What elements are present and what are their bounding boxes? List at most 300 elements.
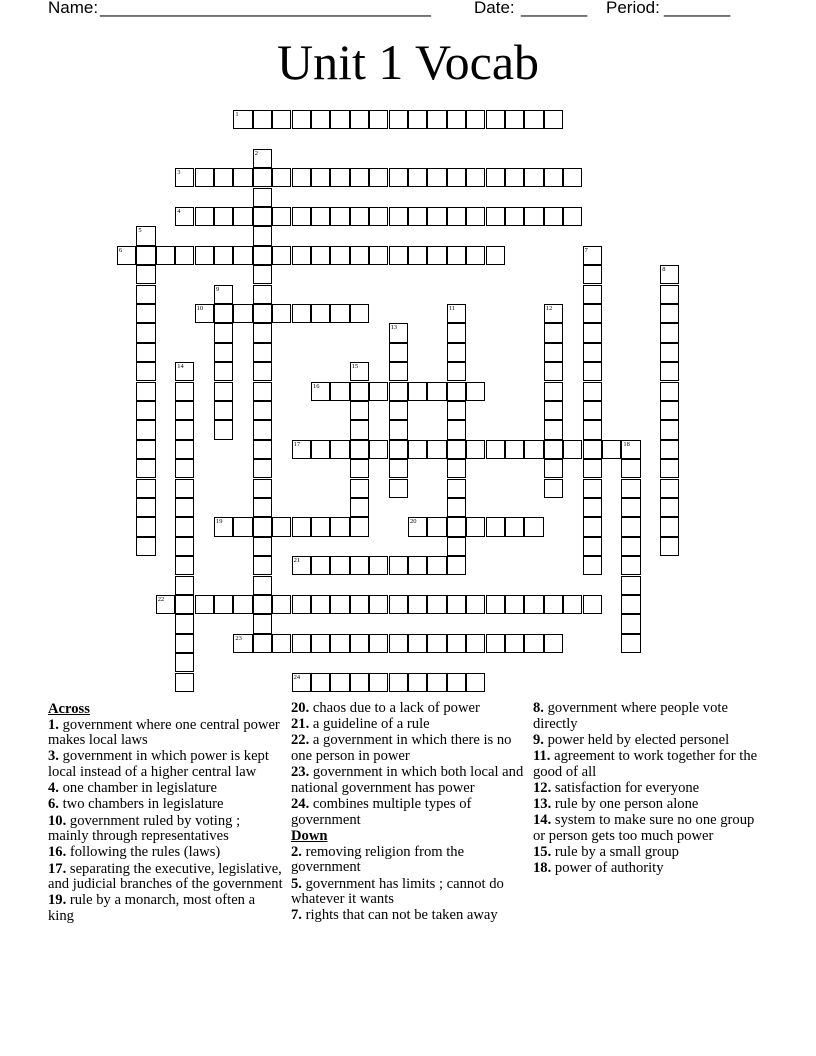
crossword-cell[interactable] xyxy=(447,537,466,556)
crossword-cell[interactable] xyxy=(447,459,466,478)
crossword-cell[interactable] xyxy=(466,517,485,536)
crossword-cell[interactable] xyxy=(660,479,679,498)
crossword-cell[interactable] xyxy=(583,265,602,284)
crossword-cell[interactable] xyxy=(369,440,388,459)
crossword-cell[interactable] xyxy=(621,479,640,498)
crossword-cell[interactable] xyxy=(253,168,272,187)
crossword-cell[interactable] xyxy=(175,498,194,517)
crossword-cell[interactable] xyxy=(369,595,388,614)
crossword-cell[interactable] xyxy=(583,479,602,498)
crossword-cell[interactable] xyxy=(136,382,155,401)
crossword-cell[interactable] xyxy=(253,226,272,245)
crossword-cell[interactable] xyxy=(389,420,408,439)
crossword-cell[interactable] xyxy=(330,246,349,265)
crossword-cell[interactable] xyxy=(408,110,427,129)
crossword-cell[interactable] xyxy=(330,517,349,536)
crossword-cell[interactable] xyxy=(369,168,388,187)
crossword-cell[interactable] xyxy=(389,673,408,692)
crossword-cell[interactable] xyxy=(544,382,563,401)
crossword-cell[interactable] xyxy=(350,110,369,129)
crossword-cell[interactable] xyxy=(621,498,640,517)
crossword-cell[interactable] xyxy=(427,517,446,536)
crossword-cell[interactable] xyxy=(563,168,582,187)
crossword-cell[interactable] xyxy=(447,498,466,517)
crossword-cell[interactable] xyxy=(408,382,427,401)
crossword-cell[interactable] xyxy=(466,382,485,401)
crossword-cell[interactable] xyxy=(466,246,485,265)
crossword-cell[interactable] xyxy=(447,517,466,536)
crossword-cell[interactable] xyxy=(389,362,408,381)
crossword-cell[interactable] xyxy=(175,382,194,401)
crossword-cell[interactable] xyxy=(447,479,466,498)
crossword-cell[interactable] xyxy=(292,595,311,614)
crossword-cell[interactable] xyxy=(447,634,466,653)
crossword-cell[interactable] xyxy=(583,498,602,517)
crossword-cell[interactable] xyxy=(214,401,233,420)
crossword-cell[interactable] xyxy=(389,343,408,362)
crossword-cell[interactable] xyxy=(311,207,330,226)
crossword-cell[interactable] xyxy=(214,207,233,226)
crossword-cell[interactable] xyxy=(175,556,194,575)
crossword-cell[interactable] xyxy=(563,440,582,459)
crossword-cell[interactable] xyxy=(175,168,194,187)
crossword-cell[interactable] xyxy=(583,401,602,420)
crossword-cell[interactable] xyxy=(505,168,524,187)
crossword-cell[interactable] xyxy=(292,207,311,226)
crossword-cell[interactable] xyxy=(524,207,543,226)
crossword-cell[interactable] xyxy=(408,517,427,536)
crossword-cell[interactable] xyxy=(447,440,466,459)
crossword-cell[interactable] xyxy=(311,440,330,459)
crossword-cell[interactable] xyxy=(175,440,194,459)
crossword-cell[interactable] xyxy=(136,420,155,439)
crossword-cell[interactable] xyxy=(214,285,233,304)
crossword-cell[interactable] xyxy=(156,246,175,265)
crossword-cell[interactable] xyxy=(350,304,369,323)
crossword-cell[interactable] xyxy=(214,304,233,323)
date-field[interactable]: _______ xyxy=(521,0,588,17)
crossword-cell[interactable] xyxy=(389,323,408,342)
crossword-cell[interactable] xyxy=(583,246,602,265)
crossword-cell[interactable] xyxy=(330,110,349,129)
crossword-cell[interactable] xyxy=(253,634,272,653)
crossword-cell[interactable] xyxy=(330,634,349,653)
crossword-cell[interactable] xyxy=(447,420,466,439)
crossword-cell[interactable] xyxy=(350,595,369,614)
crossword-cell[interactable] xyxy=(524,168,543,187)
crossword-cell[interactable] xyxy=(136,537,155,556)
crossword-cell[interactable] xyxy=(524,110,543,129)
crossword-cell[interactable] xyxy=(253,382,272,401)
crossword-cell[interactable] xyxy=(621,595,640,614)
crossword-cell[interactable] xyxy=(389,634,408,653)
crossword-cell[interactable] xyxy=(486,517,505,536)
crossword-cell[interactable] xyxy=(253,614,272,633)
crossword-cell[interactable] xyxy=(486,634,505,653)
crossword-cell[interactable] xyxy=(175,576,194,595)
crossword-cell[interactable] xyxy=(292,440,311,459)
crossword-cell[interactable] xyxy=(389,110,408,129)
crossword-cell[interactable] xyxy=(214,362,233,381)
crossword-cell[interactable] xyxy=(660,343,679,362)
crossword-cell[interactable] xyxy=(175,479,194,498)
crossword-cell[interactable] xyxy=(660,420,679,439)
crossword-cell[interactable] xyxy=(350,420,369,439)
crossword-cell[interactable] xyxy=(292,517,311,536)
crossword-cell[interactable] xyxy=(524,595,543,614)
crossword-cell[interactable] xyxy=(311,110,330,129)
crossword-cell[interactable] xyxy=(369,382,388,401)
crossword-cell[interactable] xyxy=(233,246,252,265)
crossword-cell[interactable] xyxy=(466,673,485,692)
crossword-cell[interactable] xyxy=(233,168,252,187)
crossword-cell[interactable] xyxy=(175,537,194,556)
crossword-cell[interactable] xyxy=(447,401,466,420)
crossword-cell[interactable] xyxy=(214,420,233,439)
crossword-cell[interactable] xyxy=(330,556,349,575)
crossword-cell[interactable] xyxy=(621,614,640,633)
crossword-cell[interactable] xyxy=(175,420,194,439)
crossword-cell[interactable] xyxy=(350,517,369,536)
crossword-cell[interactable] xyxy=(524,517,543,536)
period-field[interactable]: _______ xyxy=(664,0,731,17)
crossword-cell[interactable] xyxy=(408,207,427,226)
crossword-cell[interactable] xyxy=(621,576,640,595)
crossword-cell[interactable] xyxy=(175,459,194,478)
crossword-cell[interactable] xyxy=(389,479,408,498)
crossword-cell[interactable] xyxy=(272,517,291,536)
crossword-cell[interactable] xyxy=(621,459,640,478)
crossword-cell[interactable] xyxy=(311,556,330,575)
crossword-cell[interactable] xyxy=(253,149,272,168)
crossword-cell[interactable] xyxy=(175,614,194,633)
crossword-cell[interactable] xyxy=(136,479,155,498)
crossword-cell[interactable] xyxy=(214,382,233,401)
crossword-cell[interactable] xyxy=(136,323,155,342)
crossword-cell[interactable] xyxy=(466,634,485,653)
crossword-cell[interactable] xyxy=(136,265,155,284)
crossword-cell[interactable] xyxy=(311,517,330,536)
crossword-cell[interactable] xyxy=(447,362,466,381)
crossword-cell[interactable] xyxy=(660,382,679,401)
crossword-cell[interactable] xyxy=(253,401,272,420)
crossword-cell[interactable] xyxy=(563,207,582,226)
crossword-cell[interactable] xyxy=(350,440,369,459)
crossword-cell[interactable] xyxy=(369,634,388,653)
crossword-cell[interactable] xyxy=(544,323,563,342)
crossword-cell[interactable] xyxy=(175,362,194,381)
crossword-cell[interactable] xyxy=(330,673,349,692)
crossword-cell[interactable] xyxy=(369,207,388,226)
crossword-cell[interactable] xyxy=(427,634,446,653)
crossword-cell[interactable] xyxy=(621,537,640,556)
crossword-cell[interactable] xyxy=(389,459,408,478)
crossword-cell[interactable] xyxy=(253,595,272,614)
crossword-cell[interactable] xyxy=(175,207,194,226)
crossword-cell[interactable] xyxy=(660,440,679,459)
crossword-cell[interactable] xyxy=(292,246,311,265)
crossword-cell[interactable] xyxy=(408,634,427,653)
crossword-cell[interactable] xyxy=(544,110,563,129)
crossword-cell[interactable] xyxy=(233,634,252,653)
crossword-cell[interactable] xyxy=(583,382,602,401)
crossword-cell[interactable] xyxy=(253,498,272,517)
crossword-cell[interactable] xyxy=(544,459,563,478)
crossword-cell[interactable] xyxy=(272,207,291,226)
crossword-cell[interactable] xyxy=(292,556,311,575)
crossword-cell[interactable] xyxy=(214,517,233,536)
crossword-cell[interactable] xyxy=(350,634,369,653)
crossword-cell[interactable] xyxy=(136,343,155,362)
crossword-cell[interactable] xyxy=(253,304,272,323)
crossword-cell[interactable] xyxy=(447,343,466,362)
crossword-cell[interactable] xyxy=(389,207,408,226)
crossword-cell[interactable] xyxy=(447,673,466,692)
crossword-cell[interactable] xyxy=(583,362,602,381)
crossword-cell[interactable] xyxy=(486,110,505,129)
crossword-cell[interactable] xyxy=(583,595,602,614)
crossword-cell[interactable] xyxy=(136,459,155,478)
crossword-cell[interactable] xyxy=(253,517,272,536)
crossword-cell[interactable] xyxy=(330,304,349,323)
crossword-cell[interactable] xyxy=(447,207,466,226)
crossword-cell[interactable] xyxy=(175,653,194,672)
crossword-cell[interactable] xyxy=(369,246,388,265)
crossword-cell[interactable] xyxy=(389,246,408,265)
crossword-cell[interactable] xyxy=(195,246,214,265)
crossword-cell[interactable] xyxy=(447,168,466,187)
crossword-cell[interactable] xyxy=(486,168,505,187)
crossword-cell[interactable] xyxy=(660,517,679,536)
crossword-cell[interactable] xyxy=(583,420,602,439)
crossword-cell[interactable] xyxy=(253,323,272,342)
crossword-cell[interactable] xyxy=(175,595,194,614)
crossword-cell[interactable] xyxy=(330,382,349,401)
crossword-cell[interactable] xyxy=(544,207,563,226)
crossword-cell[interactable] xyxy=(427,556,446,575)
crossword-cell[interactable] xyxy=(253,207,272,226)
crossword-cell[interactable] xyxy=(660,265,679,284)
crossword-cell[interactable] xyxy=(505,517,524,536)
crossword-cell[interactable] xyxy=(253,265,272,284)
crossword-cell[interactable] xyxy=(408,440,427,459)
crossword-cell[interactable] xyxy=(350,246,369,265)
crossword-cell[interactable] xyxy=(350,207,369,226)
crossword-cell[interactable] xyxy=(253,110,272,129)
crossword-cell[interactable] xyxy=(195,168,214,187)
crossword-cell[interactable] xyxy=(621,440,640,459)
crossword-cell[interactable] xyxy=(447,304,466,323)
crossword-cell[interactable] xyxy=(214,168,233,187)
crossword-cell[interactable] xyxy=(427,440,446,459)
crossword-cell[interactable] xyxy=(253,576,272,595)
crossword-cell[interactable] xyxy=(427,168,446,187)
crossword-cell[interactable] xyxy=(447,556,466,575)
crossword-cell[interactable] xyxy=(350,498,369,517)
crossword-cell[interactable] xyxy=(272,168,291,187)
crossword-cell[interactable] xyxy=(195,595,214,614)
crossword-cell[interactable] xyxy=(621,556,640,575)
crossword-cell[interactable] xyxy=(524,440,543,459)
crossword-cell[interactable] xyxy=(427,595,446,614)
crossword-cell[interactable] xyxy=(427,207,446,226)
crossword-cell[interactable] xyxy=(447,382,466,401)
crossword-cell[interactable] xyxy=(311,246,330,265)
crossword-cell[interactable] xyxy=(505,595,524,614)
crossword-cell[interactable] xyxy=(427,382,446,401)
crossword-cell[interactable] xyxy=(214,343,233,362)
crossword-cell[interactable] xyxy=(466,595,485,614)
crossword-cell[interactable] xyxy=(311,634,330,653)
crossword-cell[interactable] xyxy=(136,246,155,265)
crossword-cell[interactable] xyxy=(253,537,272,556)
crossword-cell[interactable] xyxy=(136,362,155,381)
crossword-cell[interactable] xyxy=(311,382,330,401)
crossword-cell[interactable] xyxy=(660,537,679,556)
crossword-cell[interactable] xyxy=(389,556,408,575)
crossword-cell[interactable] xyxy=(311,595,330,614)
crossword-cell[interactable] xyxy=(544,343,563,362)
crossword-cell[interactable] xyxy=(136,440,155,459)
crossword-cell[interactable] xyxy=(427,246,446,265)
crossword-cell[interactable] xyxy=(369,673,388,692)
crossword-cell[interactable] xyxy=(136,517,155,536)
crossword-cell[interactable] xyxy=(330,595,349,614)
crossword-cell[interactable] xyxy=(136,304,155,323)
crossword-cell[interactable] xyxy=(350,382,369,401)
crossword-cell[interactable] xyxy=(350,556,369,575)
crossword-cell[interactable] xyxy=(350,168,369,187)
crossword-cell[interactable] xyxy=(544,479,563,498)
crossword-cell[interactable] xyxy=(583,285,602,304)
crossword-cell[interactable] xyxy=(660,362,679,381)
crossword-cell[interactable] xyxy=(136,401,155,420)
crossword-cell[interactable] xyxy=(505,110,524,129)
crossword-cell[interactable] xyxy=(466,168,485,187)
crossword-cell[interactable] xyxy=(408,673,427,692)
crossword-cell[interactable] xyxy=(233,304,252,323)
crossword-cell[interactable] xyxy=(427,110,446,129)
crossword-cell[interactable] xyxy=(466,110,485,129)
crossword-cell[interactable] xyxy=(292,110,311,129)
crossword-cell[interactable] xyxy=(486,207,505,226)
crossword-cell[interactable] xyxy=(272,246,291,265)
crossword-cell[interactable] xyxy=(427,673,446,692)
crossword-cell[interactable] xyxy=(583,537,602,556)
crossword-cell[interactable] xyxy=(330,168,349,187)
crossword-cell[interactable] xyxy=(253,362,272,381)
crossword-cell[interactable] xyxy=(583,304,602,323)
crossword-cell[interactable] xyxy=(544,420,563,439)
crossword-cell[interactable] xyxy=(292,634,311,653)
crossword-cell[interactable] xyxy=(253,246,272,265)
crossword-cell[interactable] xyxy=(447,246,466,265)
crossword-cell[interactable] xyxy=(253,420,272,439)
crossword-cell[interactable] xyxy=(621,517,640,536)
crossword-cell[interactable] xyxy=(117,246,136,265)
crossword-cell[interactable] xyxy=(214,323,233,342)
crossword-cell[interactable] xyxy=(292,304,311,323)
crossword-cell[interactable] xyxy=(408,168,427,187)
crossword-cell[interactable] xyxy=(408,595,427,614)
crossword-cell[interactable] xyxy=(505,634,524,653)
crossword-cell[interactable] xyxy=(544,168,563,187)
crossword-cell[interactable] xyxy=(544,595,563,614)
crossword-cell[interactable] xyxy=(214,246,233,265)
crossword-cell[interactable] xyxy=(350,479,369,498)
crossword-cell[interactable] xyxy=(544,304,563,323)
crossword-cell[interactable] xyxy=(447,323,466,342)
name-field[interactable]: ___________________________________ xyxy=(100,0,431,17)
crossword-cell[interactable] xyxy=(563,595,582,614)
crossword-cell[interactable] xyxy=(466,440,485,459)
crossword-cell[interactable] xyxy=(311,304,330,323)
crossword-cell[interactable] xyxy=(486,246,505,265)
crossword-cell[interactable] xyxy=(389,401,408,420)
crossword-cell[interactable] xyxy=(369,110,388,129)
crossword-cell[interactable] xyxy=(253,285,272,304)
crossword-cell[interactable] xyxy=(253,440,272,459)
crossword-cell[interactable] xyxy=(447,110,466,129)
crossword-cell[interactable] xyxy=(272,595,291,614)
crossword-cell[interactable] xyxy=(253,459,272,478)
crossword-cell[interactable] xyxy=(660,323,679,342)
crossword-cell[interactable] xyxy=(389,382,408,401)
crossword-cell[interactable] xyxy=(350,401,369,420)
crossword-cell[interactable] xyxy=(233,517,252,536)
crossword-cell[interactable] xyxy=(602,440,621,459)
crossword-cell[interactable] xyxy=(660,285,679,304)
crossword-cell[interactable] xyxy=(311,673,330,692)
crossword-cell[interactable] xyxy=(253,556,272,575)
crossword-cell[interactable] xyxy=(136,226,155,245)
crossword-cell[interactable] xyxy=(272,304,291,323)
crossword-cell[interactable] xyxy=(175,634,194,653)
crossword-cell[interactable] xyxy=(389,168,408,187)
crossword-cell[interactable] xyxy=(195,207,214,226)
crossword-cell[interactable] xyxy=(544,401,563,420)
crossword-cell[interactable] xyxy=(272,110,291,129)
crossword-cell[interactable] xyxy=(292,673,311,692)
crossword-cell[interactable] xyxy=(544,440,563,459)
crossword-cell[interactable] xyxy=(350,459,369,478)
crossword-cell[interactable] xyxy=(330,440,349,459)
crossword-cell[interactable] xyxy=(253,343,272,362)
crossword-cell[interactable] xyxy=(195,304,214,323)
crossword-cell[interactable] xyxy=(272,634,291,653)
crossword-cell[interactable] xyxy=(544,362,563,381)
crossword-cell[interactable] xyxy=(486,440,505,459)
crossword-cell[interactable] xyxy=(660,459,679,478)
crossword-cell[interactable] xyxy=(524,634,543,653)
crossword-cell[interactable] xyxy=(583,556,602,575)
crossword-cell[interactable] xyxy=(175,401,194,420)
crossword-cell[interactable] xyxy=(583,343,602,362)
crossword-cell[interactable] xyxy=(233,595,252,614)
crossword-cell[interactable] xyxy=(389,440,408,459)
crossword-cell[interactable] xyxy=(311,168,330,187)
crossword-cell[interactable] xyxy=(660,304,679,323)
crossword-cell[interactable] xyxy=(369,556,388,575)
crossword-cell[interactable] xyxy=(505,207,524,226)
crossword-cell[interactable] xyxy=(330,207,349,226)
crossword-cell[interactable] xyxy=(136,285,155,304)
crossword-cell[interactable] xyxy=(136,498,155,517)
crossword-cell[interactable] xyxy=(175,673,194,692)
crossword-cell[interactable] xyxy=(253,188,272,207)
crossword-cell[interactable] xyxy=(408,246,427,265)
crossword-cell[interactable] xyxy=(466,207,485,226)
